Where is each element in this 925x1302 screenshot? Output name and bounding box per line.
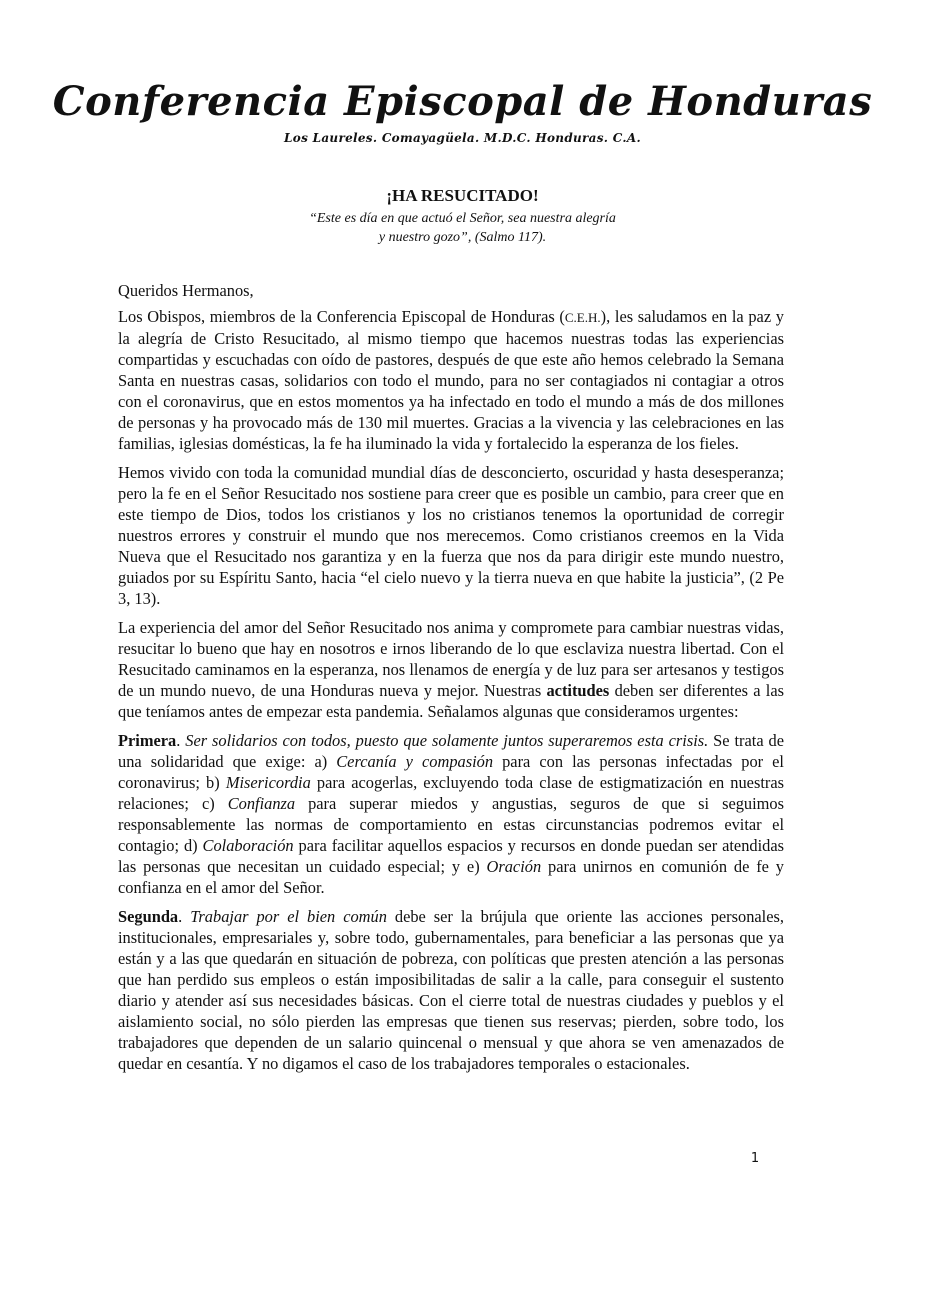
epigraph-reference: ”, (Salmo 117). <box>460 230 547 245</box>
segunda-text: debe ser la brújula que oriente las acciones personales, institucionales, empresariales y, sobre todo, gubernamentales, para beneficiar a las personas que ya están y a las que quedarán en situación de pobreza, con políticas que presten atención a las personas que han perdido sus empleos o están imposibilitadas de salir a la calle, para conseguir el sustento diario y atender así sus necesidades básicas. Con el cierre total de nuestras ciudades y pueblos y el aislamiento social, no sólo pierden las empresas que tienen sus reservas; pierden, sobre todo, los trabajadores que dependen de un salario quincenal o mensual y que ahora se ven amenazados de quedar en cesantía. Y no digamos el caso de los trabajadores temporales o estacionales. <box>118 907 784 1073</box>
segunda-title: Trabajar por el bien común <box>190 907 387 926</box>
segunda-lead: Segunda <box>118 907 179 926</box>
paragraph-1-text-b: ), les saludamos en la paz y la alegría de Cristo Resucitado, al mismo tiempo que hacemos nuestras todas las experiencias compartidas y escuchadas con oído de pastores, después de que este año hemos celebrado la Semana Santa en nuestras casas, solidarios con todo el mundo, para no ser contagiados ni contagiar a otros con el coronavirus, que en estos momentos ya ha infectado en todo el mundo a más de dos millones de personas y ha provocado más de 130 mil muertes. Gracias a la vivencia y las celebraciones en las familias, iglesias domésticas, la fe ha iluminado la vida y fortalecido la esperanza de los fieles. <box>118 307 784 453</box>
paragraph-2: Hemos vivido con toda la comunidad mundial días de desconcierto, oscuridad y hasta desesperanza; pero la fe en el Señor Resucitado nos sostiene para creer que es posible un cambio, para creer que en este tiempo de Dios, todos los cristianos y los no cristianos tenemos la oportunidad de corregir nuestros errores y construir el mundo que nos merecemos. Como cristianos creemos en la Vida Nueva que el Resucitado nos garantiza y en la fuerza que nos da para dirigir este mundo nuestro, guiados por su Espíritu Santo, hacia “el cielo nuevo y la tierra nueva en que habite la justicia”, (2 Pe 3, 13). <box>118 463 784 608</box>
primera-item-oracion: Oración <box>486 857 542 876</box>
ceh-abbreviation: C.E.H. <box>564 310 601 325</box>
actitudes-emphasis: actitudes <box>546 681 610 700</box>
letterhead <box>0 76 925 148</box>
primera-item-cercania: Cercanía y compasión <box>336 752 494 771</box>
primera-text-4: para superar miedos y angustias, seguros de que si seguimos responsablemente las normas de comportamiento en estas circunstancias podremos evitar el contagio; d) <box>118 794 785 855</box>
primera-separator: . <box>176 731 186 750</box>
paragraph-1-text-a: Los Obispos, miembros de la Conferencia Episcopal de Honduras ( <box>118 307 565 326</box>
segunda-separator: . <box>178 907 191 926</box>
page-number: 1 <box>750 1151 760 1166</box>
primera-item-colaboracion: Colaboración <box>202 836 294 855</box>
document-heading <box>0 185 925 247</box>
epigraph-line-2 <box>0 228 925 247</box>
primera-text-3: para acogerlas, excluyendo toda clase de estigmatización en nuestras relaciones; c) <box>118 773 784 813</box>
organization-address: Los Laureles. Comayagüela. M.D.C. Honduras. C.A. <box>284 131 641 145</box>
paragraph-1 <box>118 306 784 454</box>
primera-text-5: para facilitar aquellos espacios y recursos en donde puedan ser atendidas las personas que necesitan un cuidado especial; y e) <box>118 836 785 876</box>
epigraph <box>0 209 925 247</box>
document-title: ¡HA RESUCITADO! <box>386 186 539 205</box>
primera-text-6: para unirnos en comunión de fe y confianza en el amor del Señor. <box>118 857 784 897</box>
paragraph-3-text-a: La experiencia del amor del Señor Resucitado nos anima y compromete para cambiar nuestras vidas, resucitar lo bueno que hay en nosotros e irnos liberando de lo que esclaviza nuestra libertad. Con el Resucitado caminamos en la esperanza, nos llenamos de energía y de luz para ser artesanos y testigos de un mundo nuevo, de una Honduras nueva y mejor. Nuestras <box>118 618 784 700</box>
paragraph-primera <box>118 730 784 898</box>
primera-title: Ser solidarios con todos, puesto que solamente juntos superaremos esta crisis. <box>185 731 709 750</box>
primera-item-confianza: Confianza <box>227 794 296 813</box>
primera-text-2: para con las personas infectadas por el coronavirus; b) <box>118 752 784 792</box>
paragraph-3 <box>118 617 784 722</box>
paragraph-segunda <box>118 906 784 1074</box>
organization-title: Conferencia Episcopal de Honduras <box>52 78 873 125</box>
epigraph-quote-end: y nuestro gozo <box>378 230 461 245</box>
primera-item-misericordia: Misericordia <box>225 773 311 792</box>
primera-text-1: Se trata de una solidaridad que exige: a) <box>118 731 784 771</box>
epigraph-line-1: “Este es día en que actuó el Señor, sea nuestra alegría <box>309 211 616 226</box>
primera-lead: Primera <box>118 731 177 750</box>
letter-body <box>118 280 784 1082</box>
greeting: Queridos Hermanos, <box>118 281 254 300</box>
paragraph-3-text-b: deben ser diferentes a las que teníamos antes de empezar esta pandemia. Señalamos algunas que consideramos urgentes: <box>118 681 785 721</box>
